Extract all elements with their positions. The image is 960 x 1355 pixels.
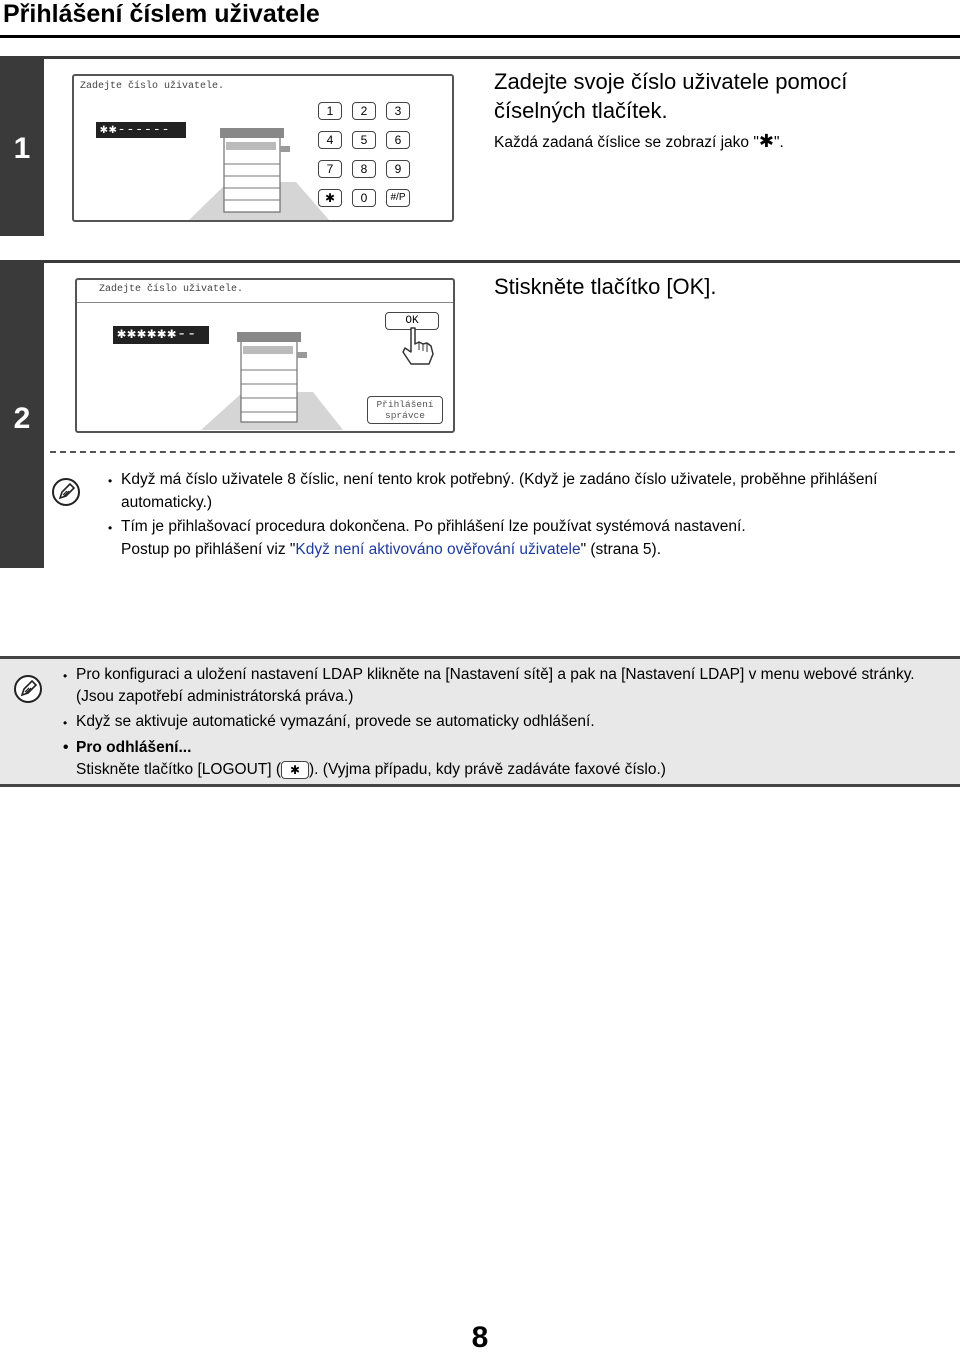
- asterisk-icon: ✱: [758, 131, 774, 151]
- step2-note1-line1: Když má číslo uživatele 8 číslic, není tento krok potřebný. (Když je zadáno číslo uživatele, proběhne přihlášení: [121, 471, 878, 488]
- logout-suffix: ). (Vyjma případu, kdy právě zadáváte faxové číslo.): [309, 761, 666, 778]
- bullet: •: [63, 739, 69, 756]
- user-auth-link[interactable]: Když není aktivováno ověřování uživatele: [295, 541, 581, 558]
- key-3[interactable]: 3: [386, 102, 410, 120]
- key-6[interactable]: 6: [386, 131, 410, 149]
- admin-login-label-line2: správce: [385, 410, 425, 421]
- step2-screen-entry: ✱✱✱✱✱✱--: [113, 326, 209, 344]
- pointing-hand-icon: [397, 326, 439, 366]
- key-asterisk[interactable]: ✱: [318, 189, 342, 207]
- step1-body-suffix: ".: [773, 134, 784, 151]
- key-4[interactable]: 4: [318, 131, 342, 149]
- step1-number: 1: [13, 132, 31, 165]
- ok-key[interactable]: OK: [385, 312, 439, 330]
- step1-screen-entry: ✱✱------: [96, 122, 186, 138]
- key-9[interactable]: 9: [386, 160, 410, 178]
- note2-prefix: Postup po přihlášení viz ": [121, 541, 296, 558]
- note-box: [0, 656, 960, 787]
- key-2[interactable]: 2: [352, 102, 376, 120]
- step1-heading-line2: číselných tlačítek.: [494, 98, 668, 123]
- step2-note-icon-wrap: [52, 478, 82, 508]
- step2-prompt-underline: [77, 302, 453, 303]
- bullet: •: [63, 669, 68, 683]
- key-1[interactable]: 1: [318, 102, 342, 120]
- admin-login-button[interactable]: [367, 396, 443, 424]
- logout-prefix: Stiskněte tlačítko [LOGOUT] (: [76, 761, 282, 778]
- page-number: 8: [471, 1321, 489, 1354]
- step2-note1-line2: automaticky.): [121, 494, 213, 511]
- step1-screen-prompt: Zadejte číslo uživatele.: [80, 81, 225, 92]
- copier-illustration: [197, 326, 347, 430]
- step2-rule: [44, 260, 960, 263]
- step1-screen-panel: [72, 74, 454, 222]
- step1-body: [494, 130, 784, 154]
- note-box-b1-line1: Pro konfiguraci a uložení nastavení LDAP klikněte na [Nastavení sítě] a pak na [Nastavení LDAP] v menu webové stránky.: [76, 666, 915, 683]
- step2-number: 2: [13, 402, 31, 435]
- note-box-b2: Když se aktivuje automatické vymazání, provede se automaticky odhlášení.: [76, 713, 595, 730]
- step2-screen-panel: [75, 278, 455, 433]
- step2-note2-line2: [121, 539, 661, 561]
- bullet: •: [108, 521, 113, 535]
- step1-rule: [44, 56, 960, 59]
- page-title: Přihlášení číslem uživatele: [3, 0, 320, 28]
- key-0[interactable]: 0: [352, 189, 376, 207]
- title-rule: [0, 35, 960, 38]
- bullet: •: [108, 474, 113, 488]
- note2-suffix: " (strana 5).: [580, 541, 662, 558]
- note-box-b1-line2: (Jsou zapotřebí administrátorská práva.): [76, 688, 354, 705]
- note-box-b3-title: Pro odhlášení...: [76, 739, 192, 756]
- key-5[interactable]: 5: [352, 131, 376, 149]
- admin-login-label-line1: Přihlášení: [376, 399, 434, 410]
- logout-key-icon: ✱: [281, 761, 309, 779]
- note-box-b3-body: [76, 759, 666, 781]
- key-7[interactable]: 7: [318, 160, 342, 178]
- step1-heading-line1: Zadejte svoje číslo uživatele pomocí: [494, 69, 848, 94]
- pencil-note-icon: [14, 675, 42, 703]
- step1-body-prefix: Každá zadaná číslice se zobrazí jako ": [494, 134, 759, 151]
- bullet: •: [63, 716, 68, 730]
- step2-screen-prompt: Zadejte číslo uživatele.: [99, 284, 244, 295]
- key-hash-p[interactable]: #/P: [386, 189, 410, 207]
- copier-illustration: [184, 120, 334, 220]
- step2-note2-line1: Tím je přihlašovací procedura dokončena. Po přihlášení lze používat systémová nastavení.: [121, 518, 746, 535]
- key-8[interactable]: 8: [352, 160, 376, 178]
- step2-heading: Stiskněte tlačítko [OK].: [494, 274, 717, 299]
- step2-divider: [50, 451, 955, 453]
- pencil-note-icon: [52, 478, 80, 506]
